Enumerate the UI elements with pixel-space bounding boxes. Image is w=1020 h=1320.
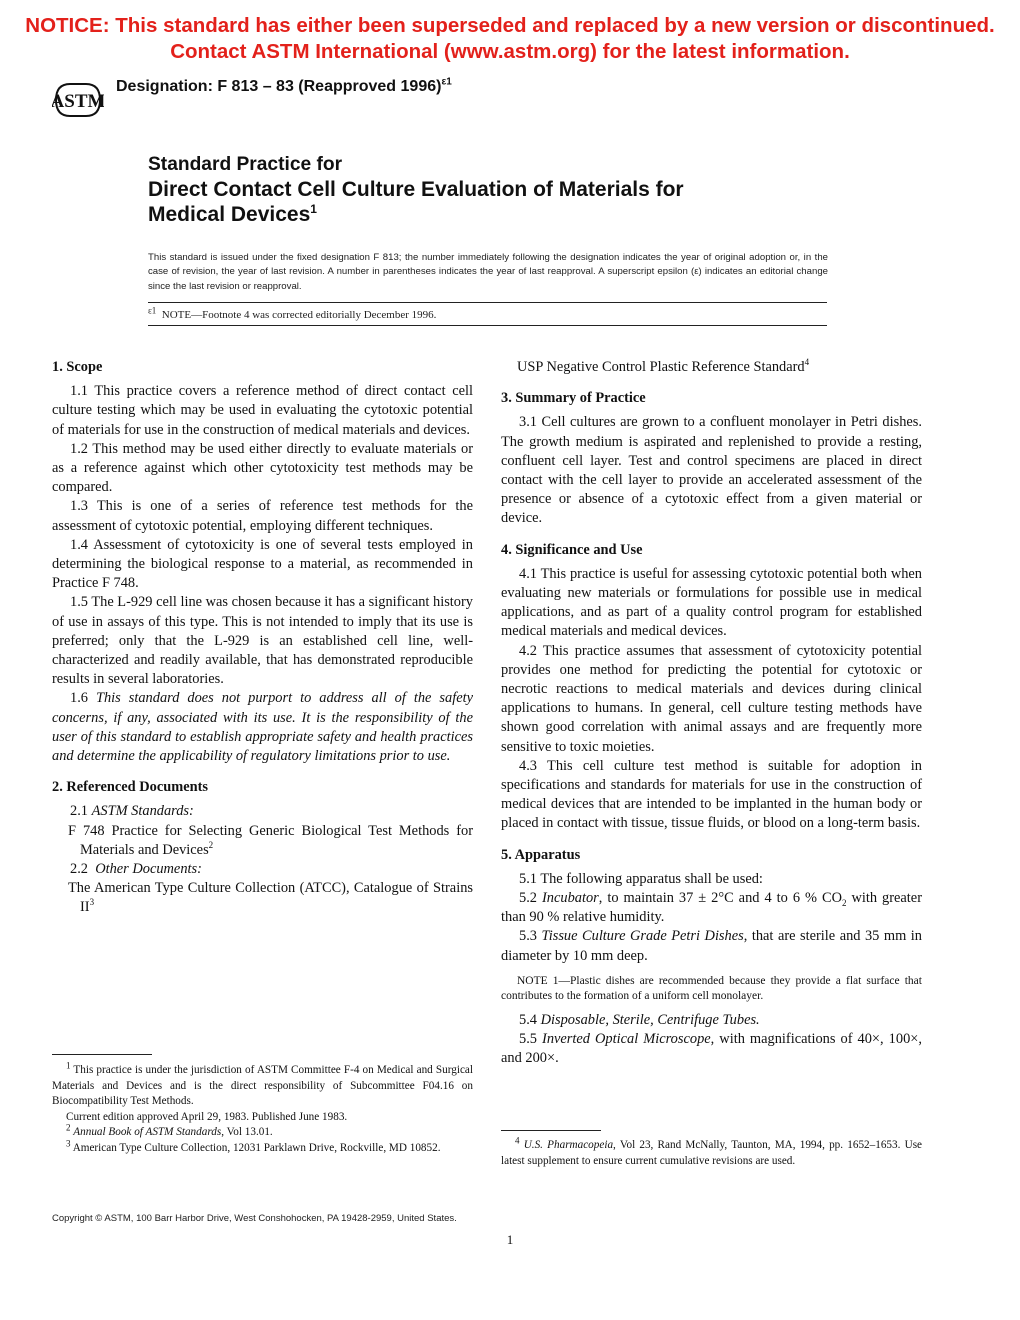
footnotes-right <box>501 1135 923 1169</box>
footnote-rule-right <box>501 1130 601 1131</box>
para-5-3: 5.3 Tissue Culture Grade Petri Dishes, that are sterile and 35 mm in diameter by 10 mm deep. <box>501 928 922 964</box>
para-1-6: 1.6 This standard does not purport to address all of the safety concerns, if any, associated with its use. It is the responsibility of the user of this standard to establish appropriate safety and health practices and determine the applicability of regulatory limitations prior to use. <box>52 690 473 765</box>
page-number: 1 <box>506 1232 514 1247</box>
section-5-heading: 5. Apparatus <box>501 846 581 863</box>
note-1: NOTE 1—Plastic dishes are recommended because they provide a flat surface that contributes to the formation of a uniform cell monolayer. <box>501 974 922 1003</box>
footnote-1-approval: Current edition approved April 29, 1983. Published June 1983. <box>66 1110 348 1123</box>
para-1-1: 1.1 This practice covers a reference method of direct contact cell culture testing which may be used in evaluating the cytotoxic potential of materials for use in the construction of medical materials and devices. <box>52 383 473 438</box>
footnote-2: $^2$ Annual Book of ASTM Standards, Vol 13.01. <box>66 1122 273 1139</box>
copyright: Copyright © ASTM, 100 Barr Harbor Drive, West Conshohocken, PA 19428-2959, United States. <box>52 1213 457 1224</box>
footnote-1: $^1$ This practice is under the jurisdiction of ASTM Committee F-4 on Medical and Surgical Materials and Devices and is the direct responsibility of Subcommittee F04.16 on Biocompatibility Test Methods. <box>52 1060 473 1108</box>
para-5-2: 5.2 Incubator, to maintain 37 ± 2°C and 4 to 6 % $CO_2$ with greater than 90 % relative humidity. <box>501 890 922 926</box>
para-5-5: 5.5 Inverted Optical Microscope, with magnifications of 40×, 100×, and 200×. <box>501 1031 922 1067</box>
title-prefix: Standard Practice for <box>148 154 343 175</box>
ref-f748: F 748 Practice for Selecting Generic Biological Test Methods for Materials and Devices$^2$ <box>68 822 473 858</box>
para-5-4: 5.4 Disposable, Sterile, Centrifuge Tubes. <box>519 1011 760 1028</box>
para-1-4: 1.4 Assessment of cytotoxicity is one of several tests employed in determining the biological response to a material, as recommended in Practice F 748. <box>52 536 473 592</box>
ref-atcc: The American Type Culture Collection (ATCC), Catalogue of Strains $II^3$ <box>68 880 473 916</box>
divider-top <box>148 302 827 303</box>
footnote-4: $^4$ U.S. Pharmacopeia, Vol 23, Rand McNally, Taunton, MA, 1994, pp. 1652–1653. Use latest supplement to ensure current cumulative revisions are used. <box>501 1135 923 1167</box>
left-column <box>52 358 473 918</box>
para-4-2: 4.2 This practice assumes that assessment of cytotoxicity potential provides one method for predicting the potential for cytotoxic or necrotic reactions to medical materials and devices during clinical applications to humans. In general, cell culture testing methods have shown good correlation with animal assays and are frequently more sensitive to toxic moieties. <box>501 642 922 755</box>
section-3-heading: 3. Summary of Practice <box>501 390 646 407</box>
para-4-1: 4.1 This practice is useful for assessing cytotoxic potential both when evaluating new materials or formulations for possible use in medical applications, and as part of a quality control program for established medical materials and medical devices. <box>501 565 922 640</box>
para-5-1: 5.1 The following apparatus shall be used: <box>519 870 763 887</box>
section-2-heading: 2. Referenced Documents <box>52 779 208 796</box>
notice-line-1: NOTICE: This standard has either been superseded and replaced by a new version or discontinued. <box>25 14 995 37</box>
title-main-line-2: Medical Devices$^1$ <box>148 202 317 226</box>
para-2-2: 2.2 Other Documents: <box>70 861 202 878</box>
para-1-3: 1.3 This is one of a series of reference test methods for the assessment of cytotoxic potential, employing different techniques. <box>52 498 473 534</box>
logo-text: ASTM <box>52 91 104 112</box>
footnote-rule-left <box>52 1054 152 1055</box>
ref-usp: USP Negative Control Plastic Reference Standard$^4$ <box>517 357 810 375</box>
section-1-heading: 1. Scope <box>52 359 103 375</box>
para-2-1: 2.1 ASTM Standards: <box>70 803 194 820</box>
para-4-3: 4.3 This cell culture test method is suitable for adoption in specifications and standards for materials for use in the construction of medical devices that are intended to be implanted in the human body or placed in contact with tissue, tissue fluids, or blood on a long-term basis. <box>501 757 922 832</box>
divider-bottom <box>148 325 827 326</box>
editorial-note: $^{\varepsilon 1}$ NOTE—Footnote 4 was corrected editorially December 1996. <box>148 305 437 321</box>
section-4-heading: 4. Significance and Use <box>501 541 643 558</box>
para-1-2: 1.2 This method may be used either directly to evaluate materials or as a reference against which other cytotoxicity test methods may be compared. <box>52 440 473 496</box>
footnotes-left <box>52 1060 473 1157</box>
notice-line-2: Contact ASTM International (www.astm.org) for the latest information. <box>170 40 850 63</box>
title-main-line-1: Direct Contact Cell Culture Evaluation of Materials for <box>148 178 684 201</box>
para-1-5: 1.5 The L-929 cell line was chosen because it has a significant history of use in assays of this type. This is not intended to imply that its use is preferred; only that the L-929 is an established cell line, well-characterized and readily available, that has demonstrated reproducible results in several laboratories. <box>52 594 473 688</box>
designation: Designation: F 813 – 83 (Reapproved 1996)$^{\varepsilon 1}$ <box>116 76 452 95</box>
astm-logo <box>52 80 104 120</box>
para-3-1: 3.1 Cell cultures are grown to a confluent monolayer in Petri dishes. The growth medium is aspirated and replenished to provide a resting, confluent cell layer. Test and control specimens are placed in direct contact with the cell layer to provide an accelerated assessment of the presence or absence of a cytotoxic effect from a given material or device. <box>501 414 922 527</box>
footnote-3: $^3$ American Type Culture Collection, 12031 Parklawn Drive, Rockville, MD 10852. <box>66 1138 441 1154</box>
right-column <box>501 358 922 1069</box>
issuance-statement: This standard is issued under the fixed designation F 813; the number immediately following the designation indicates the year of original adoption or, in the case of revision, the year of last revision. A number in parentheses indicates the year of last reapproval. A superscript epsilon (ε) indicates an editorial change since the last revision or reapproval. <box>148 252 828 292</box>
